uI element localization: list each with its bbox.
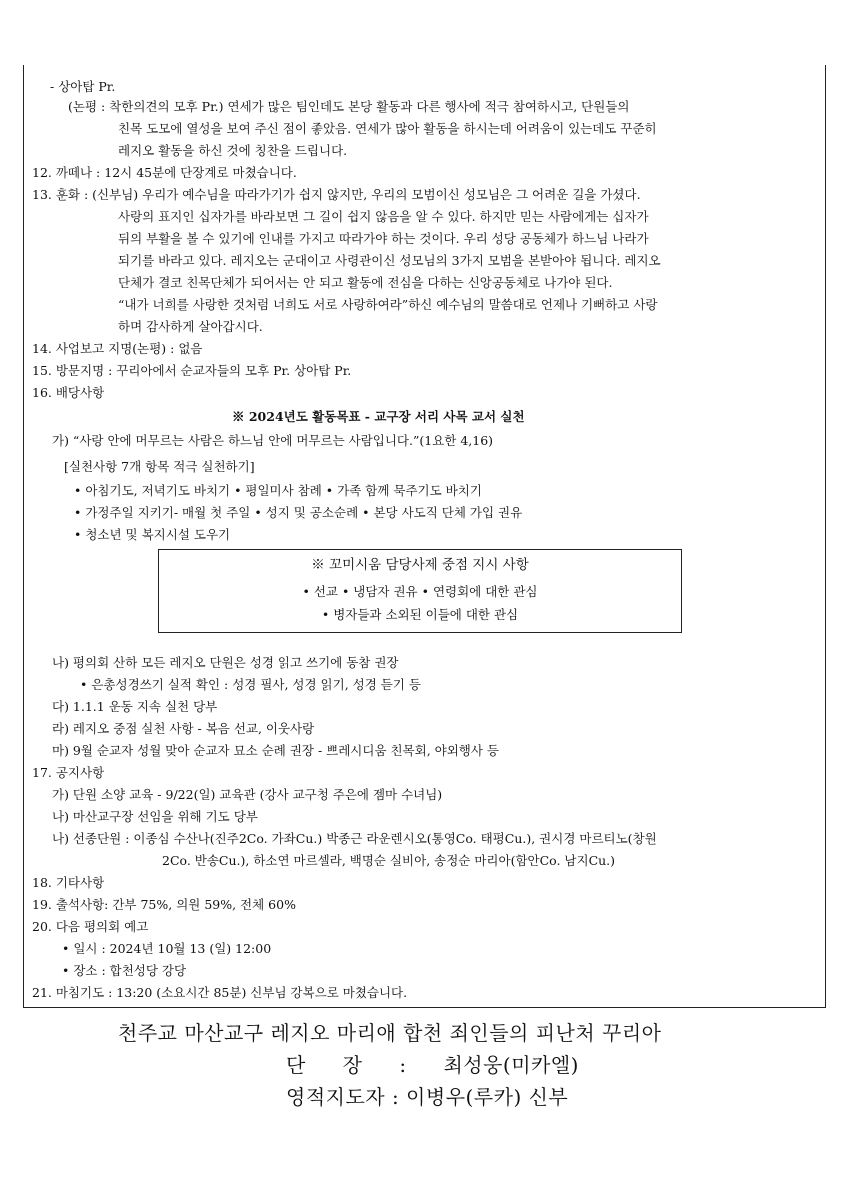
annual-goal: ※ 2024년도 활동목표 - 교구장 서리 사목 교서 실천 [232,409,525,424]
practice-title: [실천사항 7개 항목 적극 실천하기] [64,459,255,474]
assignment-da: 다) 1.1.1 운동 지속 실천 당부 [52,699,218,714]
item-18-other: 18. 기타사항 [32,875,105,890]
assignment-ra: 라) 레지오 중점 실천 사항 - 복음 선교, 이웃사랑 [52,721,315,736]
sermon-line-3: 뒤의 부활을 볼 수 있기에 인내를 가지고 따라가야 하는 것이다. 우리 성당 공동체가 하느님 나라가 [118,231,649,246]
item-16-title: 16. 배당사항 [32,385,105,400]
notice-ga: 가) 단원 소양 교육 - 9/22(일) 교육관 (강사 교구청 주은에 젬마 수녀님) [52,787,443,802]
sermon-line-7: 하며 감사하게 살아갑시다. [118,319,263,334]
assignment-ma: 마) 9월 순교자 성월 맞아 순교자 묘소 순례 권장 - 쁘레시디움 친목회, 야외행사 등 [52,743,500,758]
prize-label: - 상아탑 Pr. [50,79,116,94]
item-12-catena: 12. 까떼나 : 12시 45분에 단장계로 마쳤습니다. [32,165,297,180]
directive-title: ※ 꼬미시움 담당사제 중점 지시 사항 [311,557,529,573]
assignment-na-sub: • 은총성경쓰기 실적 확인 : 성경 필사, 성경 읽기, 성경 듣기 등 [80,677,421,692]
item-13-sermon: 13. 훈화 : (신부님) 우리가 예수님을 따라가기가 쉽지 않지만, 우리의 모범이신 성모님은 그 어려운 길을 가셨다. [32,187,641,202]
notice-deceased-1: 나) 선종단원 : 이종심 수산나(진주2Co. 가좌Cu.) 박종근 라운렌시오(통영Co. 태평Cu.), 권시경 마르티노(창원 [52,831,657,846]
assignment-na: 나) 평의회 산하 모든 레지오 단원은 성경 읽고 쓰기에 동참 권장 [52,655,399,670]
notice-deceased-2: 2Co. 반송Cu.), 하소연 마르셀라, 백명순 실비아, 송정순 마리아(함안Co. 남지Cu.) [162,853,616,868]
review-line-1: (논평 : 착한의견의 모후 Pr.) 연세가 많은 팀인데도 본당 활동과 다른 행사에 적극 참여하시고, 단원들의 [68,99,630,114]
footer-spiritual-director: 영적지도자 : 이병우(루카) 신부 [286,1085,569,1109]
item-14-report: 14. 사업보고 지명(논평) : 없음 [32,341,203,356]
footer-organization: 천주교 마산교구 레지오 마리애 합천 죄인들의 피난처 꾸리아 [118,1021,662,1045]
notice-na: 나) 마산교구장 선임을 위해 기도 당부 [52,809,258,824]
item-15-visit: 15. 방문지명 : 꾸리아에서 순교자들의 모후 Pr. 상아탑 Pr. [32,363,352,378]
sermon-line-2: 사랑의 표지인 십자가를 바라보면 그 길이 쉽지 않음을 알 수 있다. 하지만 믿는 사람에게는 십자가 [118,209,649,224]
next-meeting-place: • 장소 : 합천성당 강당 [62,963,187,978]
footer-leader: 단 장 : 최성웅(미카엘) [286,1053,579,1077]
directive-line-1: • 선교 • 냉담자 권유 • 연령회에 대한 관심 [302,584,538,599]
sermon-line-6: “내가 너희를 사랑한 것처럼 너희도 서로 사랑하여라”하신 예수님의 말씀대로 언제나 기뻐하고 사랑 [118,297,658,312]
review-line-3: 레지오 활동을 하신 것에 칭찬을 드립니다. [118,143,348,158]
practice-line-1: • 아침기도, 저녁기도 바치기 • 평일미사 참례 • 가족 함께 묵주기도 바치기 [74,483,482,498]
item-19-attendance: 19. 출석사항: 간부 75%, 의원 59%, 전체 60% [32,897,296,912]
sermon-line-5: 단체가 결코 친목단체가 되어서는 안 되고 활동에 전심을 다하는 신앙공동체로 나가야 된다. [118,275,613,290]
practice-line-2: • 가정주일 지키기- 매월 첫 주일 • 성지 및 공소순례 • 본당 사도직 단체 가입 권유 [74,505,523,520]
item-17-title: 17. 공지사항 [32,765,105,780]
review-line-2: 친목 도모에 열성을 보여 주신 점이 좋았음. 연세가 많아 활동을 하시는데 어려움이 있는데도 꾸준히 [118,121,657,136]
item-20-title: 20. 다음 평의회 예고 [32,919,149,934]
next-meeting-date: • 일시 : 2024년 10월 13 (일) 12:00 [62,941,272,956]
sermon-line-4: 되기를 바라고 있다. 레지오는 군대이고 사령관이신 성모님의 3가지 모범을 본받아야 됩니다. 레지오 [118,253,661,268]
directive-line-2: • 병자들과 소외된 이들에 대한 관심 [321,607,519,622]
practice-line-3: • 청소년 및 복지시설 도우기 [74,527,231,542]
assignment-ga: 가) “사랑 안에 머무르는 사람은 하느님 안에 머무르는 사람입니다.”(1요한 4,16) [52,433,494,448]
item-21-closing: 21. 마침기도 : 13:20 (소요시간 85분) 신부님 강복으로 마쳤습니다. [32,985,408,1000]
